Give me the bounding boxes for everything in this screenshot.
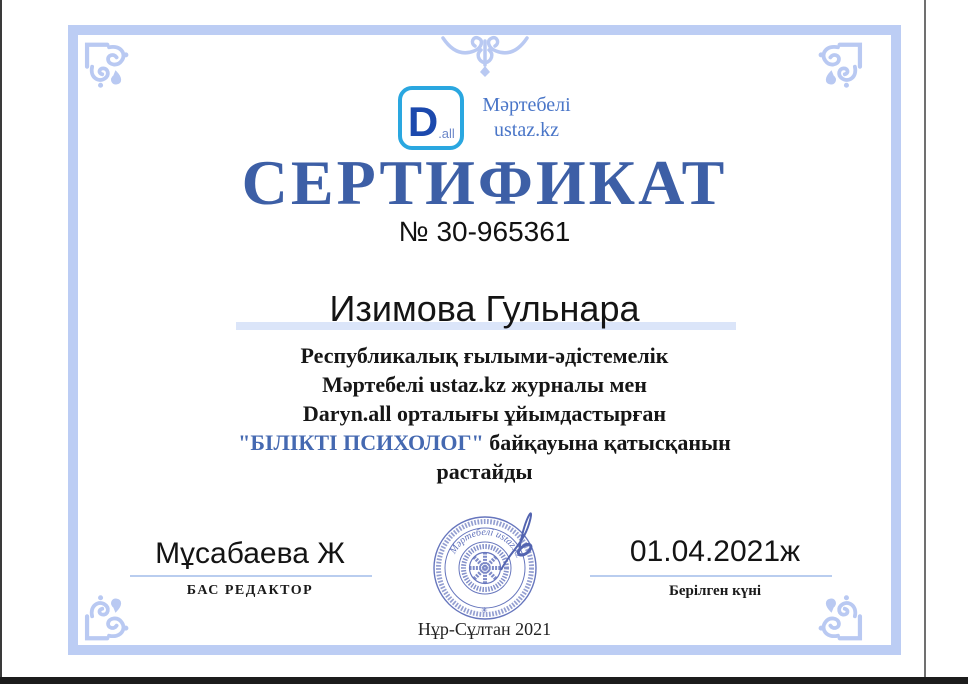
- certificate-body: [68, 341, 901, 486]
- body-line: Республикалық ғылыми-әдістемелік: [300, 343, 669, 368]
- certificate-number: № 30-965361: [398, 216, 571, 247]
- kazakh-ornament-top-right-icon: [811, 38, 865, 92]
- city-year: Нұр-Сұлтан 2021: [417, 619, 552, 639]
- header: [68, 86, 901, 150]
- recipient-name: Изимова Гульнара: [329, 288, 640, 329]
- page-edge-right: [924, 0, 926, 678]
- body-line: растайды: [436, 459, 533, 484]
- contest-name-highlight: "БІЛІКТІ ПСИХОЛОГ": [238, 430, 484, 455]
- issue-date: 01.04.2021ж: [629, 535, 801, 568]
- date-label: Берілген күні: [668, 583, 762, 599]
- stamp-text: Мәртебелі ustaz.kz: [447, 526, 525, 560]
- daryn-all-logo: [398, 86, 464, 150]
- stamp-star-icon: ✳: [481, 606, 488, 615]
- brand-line2: ustaz.kz: [494, 119, 559, 141]
- signatory-title: БАС РЕДАКТОР: [186, 583, 314, 598]
- body-line-rest: байқауына қатысқанын: [483, 430, 731, 455]
- date-underline: [590, 575, 832, 577]
- signatory-name: Мұсабаева Ж: [155, 537, 345, 570]
- brand-text: [482, 93, 570, 143]
- body-line: Daryn.all орталығы ұйымдастырған: [302, 401, 667, 426]
- logo-letter: D: [407, 98, 439, 145]
- signatory-underline: [130, 575, 372, 577]
- kazakh-ornament-top-center-icon: [437, 35, 533, 79]
- official-stamp: [422, 492, 552, 622]
- kazakh-ornament-top-left-icon: [82, 38, 136, 92]
- page-edge-left: [0, 0, 2, 684]
- window-bottom-bar: [0, 677, 968, 684]
- stamp-seal-icon: [422, 492, 552, 622]
- body-line: Мәртебелі ustaz.kz журналы мен: [322, 372, 647, 397]
- certificate-title: СЕРТИФИКАТ: [241, 147, 728, 218]
- brand-line1: Мәртебелі: [482, 94, 571, 116]
- body-line: [68, 428, 901, 457]
- logo-suffix: .all: [438, 126, 455, 141]
